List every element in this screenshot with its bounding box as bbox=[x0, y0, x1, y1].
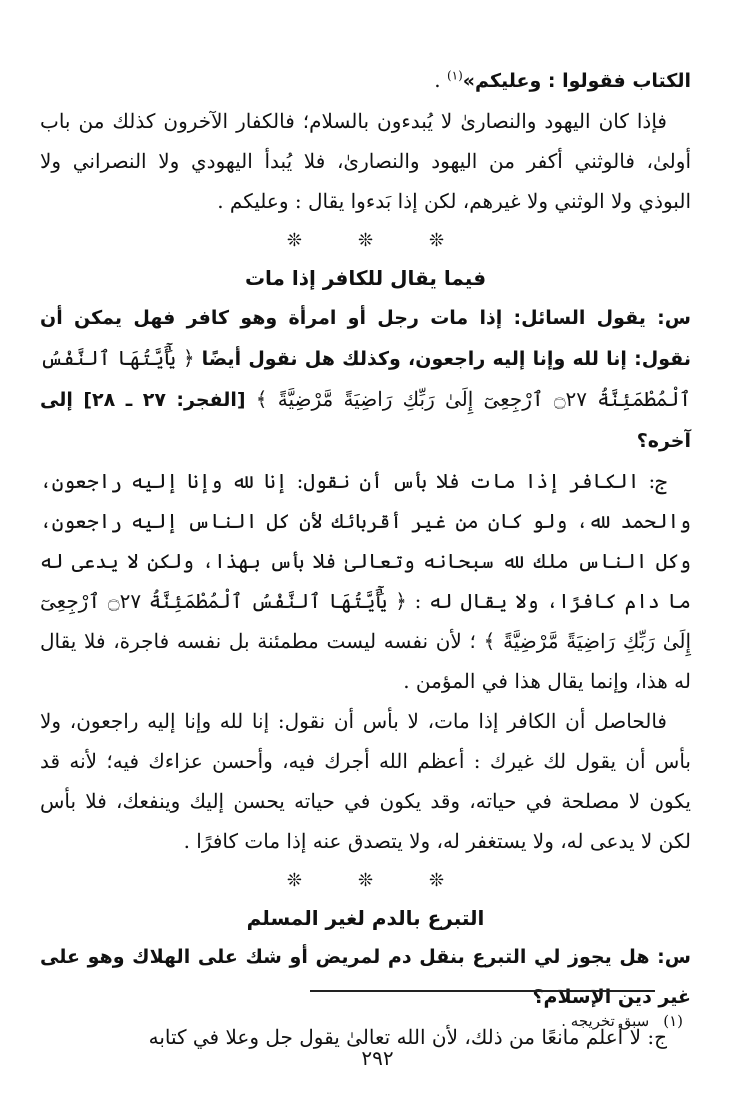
separator-star: ❊ bbox=[429, 870, 445, 891]
page-number: ٢٩٢ bbox=[361, 1046, 394, 1070]
answer-text: ج: الكافر إذا مات فلا بأس أن نقول: إنا لله وإنا إليه راجعون، والحمد لله، ولو كان من غير أقربائك لأن كل الناس إليه راجعون، وكل الناس ملك لله سبحانه وتعالىٰ فلا بأس بهذا، ولكن لا يدعى له ما دام كافرًا، ولا يقال له : bbox=[40, 469, 692, 613]
paragraph-greeting: فإذا كان اليهود والنصارىٰ لا يُبدءون بالسلام؛ فالكفار الآخرون كذلك من باب أولىٰ، فالوثني أكفر من اليهود والنصارىٰ، فلا يُبدأ اليهودي ولا النصراني ولا البوذي ولا الوثني ولا غيرهم، لكن إذا بَدءوا يقال : وعليكم . bbox=[40, 109, 691, 213]
separator-star: ❊ bbox=[286, 230, 302, 251]
footnote-ref: (١) bbox=[446, 68, 463, 83]
verse-reference: [الفجر: ٢٧ ـ ٢٨] إلى آخره؟ bbox=[40, 389, 691, 452]
footnote-number: (١) bbox=[663, 1012, 683, 1030]
answer-conclusion: فالحاصل أن الكافر إذا مات، لا بأس أن نقول: إنا لله وإنا إليه راجعون، ولا بأس أن يقول لك غيرك : أعظم الله أجرك فيه، وأحسن عزاءك فيه؛ لأنه قد يكون لا مصلحة في حياته، وقد يكون في حياته يحسن إليك وينفعك، فلا بأس لكن لا يدعى له، ولا يستغفر له، ولا يتصدق عنه إذا مات كافرًا . bbox=[40, 709, 691, 853]
question-block bbox=[40, 297, 691, 461]
footnote bbox=[561, 1012, 683, 1030]
separator-star: ❊ bbox=[357, 230, 374, 251]
separator-star: ❊ bbox=[286, 870, 302, 891]
quran-verse: ﴿ يَٰٓأَيَّتُهَا ٱلنَّفْسُ ٱلْمُطْمَئِنَّةُ ۝٢٧ ٱرْجِعِىٓ إِلَىٰ رَبِّكِ رَاضِيَةً مَّرْضِيَّةً ﴾ bbox=[40, 346, 691, 411]
footnote-text: سبق تخريجه . bbox=[561, 1012, 650, 1030]
separator-star: ❊ bbox=[357, 870, 374, 891]
answer-text-end: ؛ لأن نفسه ليست مطمئنة بل نفسه فاجرة، فلا يقال له هذا، وإنما يقال هذا في المؤمن . bbox=[40, 629, 691, 693]
opening-line-end: . bbox=[434, 68, 447, 92]
question-text: س: هل يجوز لي التبرع بنقل دم لمريض أو شك على الهلاك وهو على غير دين الإسلام؟ bbox=[40, 946, 691, 1008]
opening-line-text: الكتاب فقولوا : وعليكم» bbox=[462, 70, 691, 92]
separator bbox=[40, 863, 691, 899]
answer-text: ج: لا أعلم مانعًا من ذلك، لأن الله تعالىٰ يقول جل وعلا في كتابه bbox=[148, 1025, 667, 1049]
question-text: س: يقول السائل: إذا مات رجل أو امرأة وهو كافر فهل يمكن أن نقول: إنا لله وإنا إليه راجعون، وكذلك هل نقول أيضًا bbox=[40, 307, 691, 370]
separator bbox=[40, 223, 691, 259]
quran-verse: ﴿ يَٰٓأَيَّتُهَا ٱلنَّفْسُ ٱلْمُطْمَئِنَّةُ ۝٢٧ ٱرْجِعِىٓ إِلَىٰ رَبِّكِ رَاضِيَةً مَّرْضِيَّةً ﴾ bbox=[40, 589, 692, 653]
answer-block bbox=[40, 461, 691, 701]
opening-line bbox=[40, 60, 691, 101]
separator-star: ❊ bbox=[429, 230, 445, 251]
footnote-divider bbox=[310, 990, 655, 992]
section-heading: التبرع بالدم لغير المسلم bbox=[246, 906, 485, 930]
page-body bbox=[40, 60, 691, 1057]
section-heading: فيما يقال للكافر إذا مات bbox=[244, 266, 487, 290]
